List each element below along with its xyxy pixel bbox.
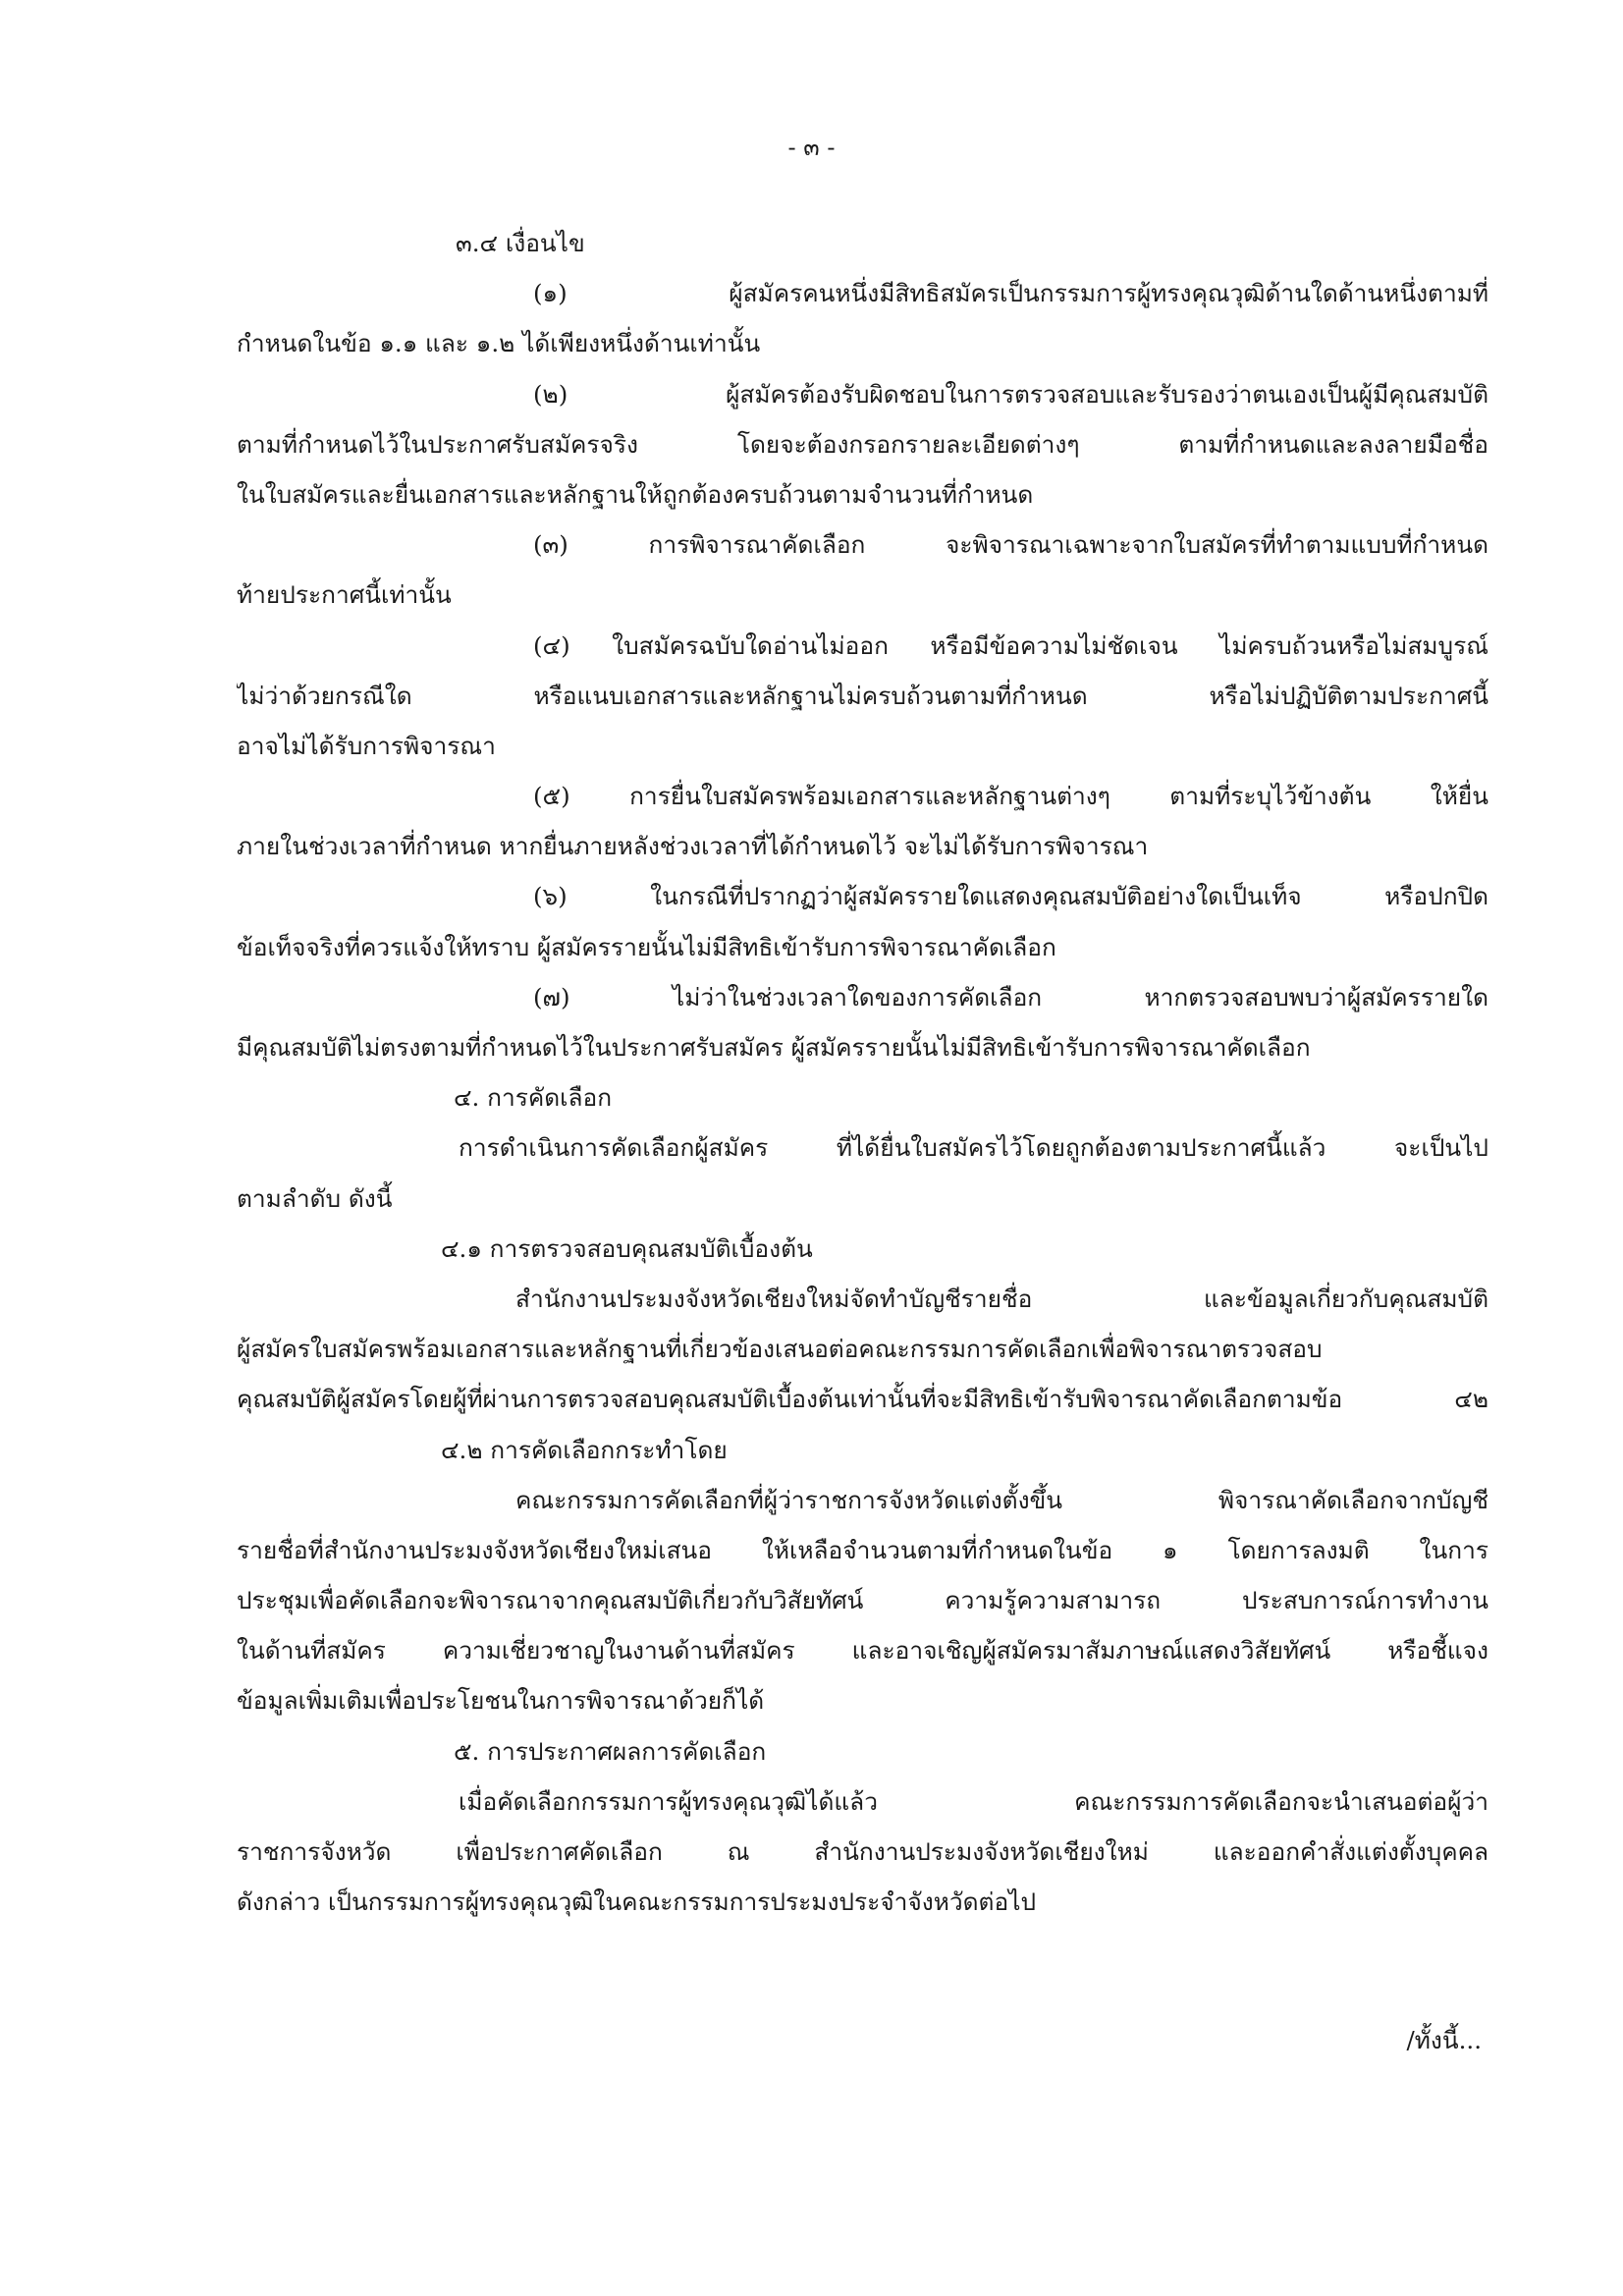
selection-intro-line-2: ตามลำดับ ดังนี้ — [237, 1183, 393, 1213]
heading-5-announcement: ๕. การประกาศผลการคัดเลือก — [454, 1736, 767, 1766]
preliminary-check-line-1: สำนักงานประมงจังหวัดเชียงใหม่จัดทำบัญชีรายชื่อ และข้อมูลเกี่ยวกับคุณสมบัติ — [515, 1284, 1488, 1313]
heading-4-selection: ๔. การคัดเลือก — [454, 1083, 613, 1113]
condition-3-line-2: ท้ายประกาศนี้เท่านั้น — [237, 580, 452, 610]
condition-7-line-2: มีคุณสมบัติไม่ตรงตามที่กำหนดไว้ในประกาศรับสมัคร ผู้สมัครรายนั้นไม่มีสิทธิเข้ารับการพิจารณาคัดเลือก — [237, 1033, 1311, 1062]
condition-4-line-2: ไม่ว่าด้วยกรณีใด หรือแนบเอกสารและหลักฐานไม่ครบถ้วนตามที่กำหนด หรือไม่ปฏิบัติตามประกาศนี้ — [237, 681, 1488, 710]
condition-5-line-1: (๕) การยื่นใบสมัครพร้อมเอกสารและหลักฐานต่างๆ ตามที่ระบุไว้ข้างต้น ให้ยื่น — [533, 782, 1488, 811]
preliminary-check-line-3: คุณสมบัติผู้สมัครโดยผู้ที่ผ่านการตรวจสอบคุณสมบัติเบื้องต้นเท่านั้นที่จะมีสิทธิเข้ารับพิจารณาคัดเลือกตามข้อ ๔๒ — [237, 1385, 1488, 1414]
preliminary-check-line-2: ผู้สมัครใบสมัครพร้อมเอกสารและหลักฐานที่เกี่ยวข้องเสนอต่อคณะกรรมการคัดเลือกเพื่อพิจารณาตรวจสอบ — [237, 1335, 1323, 1364]
selection-process-line-3: ประชุมเพื่อคัดเลือกจะพิจารณาจากคุณสมบัติเกี่ยวกับวิสัยทัศน์ ความรู้ความสามารถ ประสบการณ์การทำงาน — [237, 1586, 1488, 1615]
selection-process-line-1: คณะกรรมการคัดเลือกที่ผู้ว่าราชการจังหวัดแต่งตั้งขึ้น พิจารณาคัดเลือกจากบัญชี — [515, 1485, 1488, 1514]
condition-6-line-2: ข้อเท็จจริงที่ควรแจ้งให้ทราบ ผู้สมัครรายนั้นไม่มีสิทธิเข้ารับการพิจารณาคัดเลือก — [237, 932, 1056, 961]
condition-5-line-2: ภายในช่วงเวลาที่กำหนด หากยื่นภายหลังช่วงเวลาที่ได้กำหนดไว้ จะไม่ได้รับการพิจารณา — [237, 832, 1149, 861]
heading-4-1-preliminary-check: ๔.๑ การตรวจสอบคุณสมบัติเบื้องต้น — [441, 1233, 813, 1263]
selection-process-line-4: ในด้านที่สมัคร ความเชี่ยวชาญในงานด้านที่สมัคร และอาจเชิญผู้สมัครมาสัมภาษณ์แสดงวิสัยทัศน์ หรือชี้แจง — [237, 1636, 1488, 1666]
announcement-line-2: ราชการจังหวัด เพื่อประกาศคัดเลือก ณ สำนักงานประมงจังหวัดเชียงใหม่ และออกคำสั่งแต่งตั้งบุคคล — [237, 1837, 1488, 1866]
heading-4-2-selection-process: ๔.๒ การคัดเลือกกระทำโดย — [441, 1435, 728, 1464]
condition-7-line-1: (๗) ไม่ว่าในช่วงเวลาใดของการคัดเลือก หากตรวจสอบพบว่าผู้สมัครรายใด — [533, 982, 1488, 1011]
selection-intro-line-1: การดำเนินการคัดเลือกผู้สมัคร ที่ได้ยื่นใบสมัครไว้โดยถูกต้องตามประกาศนี้แล้ว จะเป็นไป — [459, 1133, 1488, 1163]
condition-4-line-1: (๔) ใบสมัครฉบับใดอ่านไม่ออก หรือมีข้อความไม่ชัดเจน ไม่ครบถ้วนหรือไม่สมบูรณ์ — [533, 630, 1488, 660]
document-body — [237, 218, 1488, 1927]
announcement-line-3: ดังกล่าว เป็นกรรมการผู้ทรงคุณวุฒิในคณะกรรมการประมงประจำจังหวัดต่อไป — [237, 1887, 1037, 1917]
condition-3-line-1: (๓) การพิจารณาคัดเลือก จะพิจารณาเฉพาะจากใบสมัครที่ทำตามแบบที่กำหนด — [533, 530, 1488, 560]
condition-2-line-3: ในใบสมัครและยื่นเอกสารและหลักฐานให้ถูกต้องครบถ้วนตามจำนวนที่กำหนด — [237, 479, 1034, 509]
condition-6-line-1: (๖) ในกรณีที่ปรากฏว่าผู้สมัครรายใดแสดงคุณสมบัติอย่างใดเป็นเท็จ หรือปกปิด — [533, 882, 1488, 911]
condition-2-line-2: ตามที่กำหนดไว้ในประกาศรับสมัครจริง โดยจะต้องกรอกรายละเอียดต่างๆ ตามที่กำหนดและลงลายมือชื่อ — [237, 429, 1488, 459]
condition-1-line-1: (๑) ผู้สมัครคนหนึ่งมีสิทธิสมัครเป็นกรรมการผู้ทรงคุณวุฒิด้านใดด้านหนึ่งตามที่ — [533, 279, 1488, 308]
condition-4-line-3: อาจไม่ได้รับการพิจารณา — [237, 731, 496, 760]
heading-3-4-conditions: ๓.๔ เงื่อนไข — [456, 229, 585, 257]
page-number: - ๓ - — [787, 134, 836, 161]
selection-process-line-5: ข้อมูลเพิ่มเติมเพื่อประโยชนในการพิจารณาด้วยก็ได้ — [237, 1686, 765, 1716]
condition-1-line-2: กำหนดในข้อ ๑.๑ และ ๑.๒ ได้เพียงหนึ่งด้านเท่านั้น — [237, 329, 761, 358]
selection-process-line-2: รายชื่อที่สำนักงานประมงจังหวัดเชียงใหม่เสนอ ให้เหลือจำนวนตามที่กำหนดในข้อ ๑ โดยการลงมติ ในการ — [237, 1535, 1488, 1564]
condition-2-line-1: (๒) ผู้สมัครต้องรับผิดชอบในการตรวจสอบและรับรองว่าตนเองเป็นผู้มีคุณสมบัติ — [533, 379, 1488, 409]
announcement-line-1: เมื่อคัดเลือกกรรมการผู้ทรงคุณวุฒิได้แล้ว คณะกรรมการคัดเลือกจะนำเสนอต่อผู้ว่า — [459, 1786, 1488, 1816]
continued-marker: /ทั้งนี้... — [1406, 2026, 1482, 2054]
